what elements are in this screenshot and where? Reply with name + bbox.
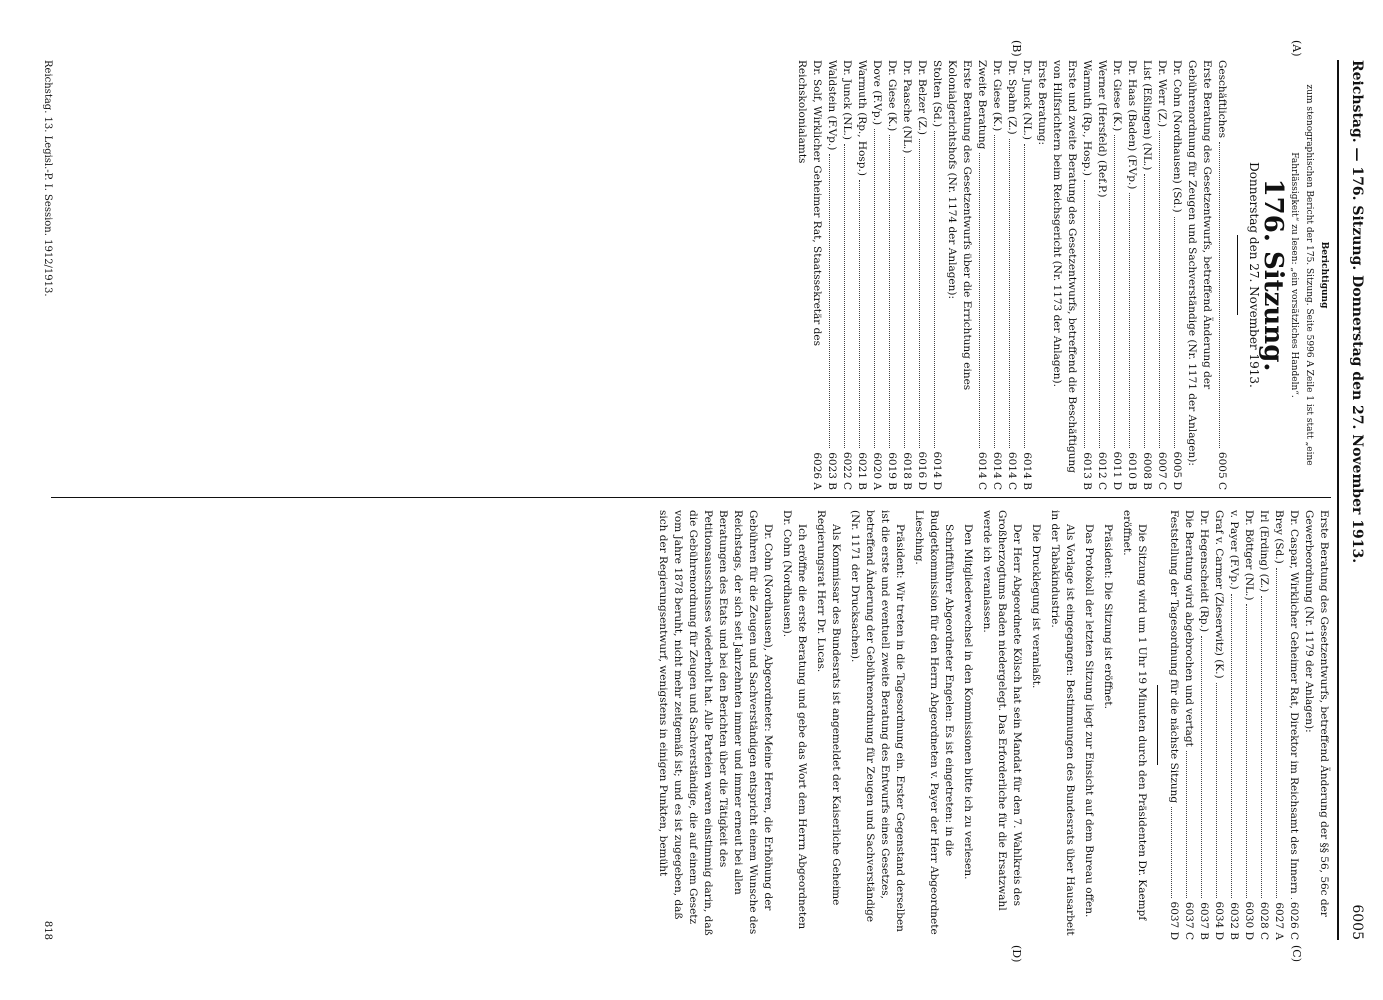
toc-leader bbox=[1171, 807, 1181, 897]
toc-row bbox=[1169, 60, 1184, 490]
toc-row bbox=[1034, 60, 1049, 490]
toc-leader bbox=[1024, 144, 1034, 448]
toc-row bbox=[989, 60, 1004, 490]
toc-label: Dr. Paasche (NL.) bbox=[901, 60, 913, 154]
toc-leader bbox=[1174, 217, 1184, 448]
toc-leader bbox=[889, 135, 899, 448]
toc-label: Erste Beratung des Gesetzentwurfs, betreffend Änderung der §§ 56, 56c der Gewerbeordnung (Nr. 1179 der Anlagen): bbox=[1303, 510, 1330, 917]
toc-page-ref: 6007 C bbox=[1156, 451, 1168, 490]
toc-row bbox=[974, 60, 989, 490]
toc-leader bbox=[844, 144, 854, 448]
toc-label: Dr. Giese (K.) bbox=[991, 60, 1003, 132]
toc-leader bbox=[1216, 683, 1226, 898]
toc-label: Dr. Werr (Z.) bbox=[1156, 60, 1168, 128]
body-paragraph: Dr. Cohn (Nordhausen), Abgeordneter: Meine Herren, die Erhöhung der Gebühren für die Zeugen und Sachverständigen entspricht einem Wunsche des Reichstags, der sich seit Jahrzehnten immer und immer erneut bei allen Beratungen des Etats und bei den Berichten über die Tätigkeit des Petitionsausschusses wiederholt hat. Alle Parteien waren einstimmig darin, daß die Gebührenordnung für Zeugen und Sachverständige, die auf einem Gesetz vom Jahre 1878 beruht, nicht mehr zeitgemäß ist; und es ist zugegeben, daß sich der Regierungsentwurf, wenigstens in einigen Punkten, bemüht bbox=[657, 510, 774, 936]
toc-label: Feststellung der Tagesordnung für die nächste Sitzung bbox=[1168, 510, 1180, 804]
toc-row bbox=[1094, 60, 1109, 490]
toc-label: Dr. Giese (K.) bbox=[886, 60, 898, 132]
toc-row bbox=[839, 60, 854, 490]
column-left bbox=[794, 60, 1331, 490]
toc-row bbox=[884, 60, 899, 490]
margin-mark-a: (A) bbox=[1290, 40, 1303, 57]
toc-leader bbox=[859, 180, 869, 448]
toc-leader bbox=[1246, 604, 1256, 897]
title-rule bbox=[1237, 235, 1238, 315]
toc-row bbox=[1271, 510, 1286, 940]
toc-label: Erste Beratung: bbox=[1036, 60, 1048, 146]
column-right bbox=[651, 510, 1331, 940]
toc-page-ref: 6023 B bbox=[826, 452, 838, 490]
toc-row bbox=[1019, 60, 1034, 490]
toc-leader bbox=[1114, 135, 1124, 447]
toc-label: Warmuth (Rp., Hosp.) bbox=[856, 60, 868, 176]
toc-label: Graf v. Carmer (Zieserwitz) (K.) bbox=[1213, 510, 1225, 679]
toc-page-ref: 6037 B bbox=[1198, 902, 1210, 940]
toc-row bbox=[1139, 60, 1154, 490]
toc-label: Erste Beratung des Gesetzentwurfs über die Errichtung eines Kolonialgerichtshofs (Nr. 1174 der Anlagen): bbox=[946, 60, 973, 391]
toc-page-ref: 6014 C bbox=[1006, 451, 1018, 490]
toc-row bbox=[1184, 60, 1214, 490]
toc-row bbox=[1226, 510, 1241, 940]
toc-label: Irl (Erding) (Z.) bbox=[1258, 510, 1270, 593]
body-paragraph: Schriftführer Abgeordneter Engelen: Es ist eingetreten: in die Budgetkommission für den Herrn Abgeordneten v. Payer der Herr Abgeordnete Liesching. bbox=[913, 510, 955, 935]
body-paragraph: Das Protokoll der letzten Sitzung liegt zur Einsicht auf dem Bureau offen. bbox=[1083, 524, 1095, 918]
toc-leader bbox=[874, 129, 884, 448]
toc-label: Die Beratung wird abgebrochen und vertagt bbox=[1183, 510, 1195, 747]
toc-leader bbox=[1099, 201, 1109, 447]
toc-row bbox=[1256, 510, 1271, 940]
toc-label: Dr. Junck (NL.) bbox=[1021, 60, 1033, 140]
toc-page-ref: 6014 D bbox=[931, 451, 943, 490]
body-paragraph: Die Sitzung wird um 1 Uhr 19 Minuten durch den Präsidenten Dr. Kaempf eröffnet. bbox=[1121, 510, 1148, 921]
toc-leader bbox=[919, 139, 929, 448]
body-paragraph: Präsident: Die Sitzung ist eröffnet. bbox=[1102, 524, 1114, 709]
session-date: Donnerstag den 27. November 1913. bbox=[1247, 162, 1261, 388]
toc-row bbox=[1181, 510, 1196, 940]
toc-page-ref: 6018 B bbox=[901, 452, 913, 490]
margin-mark-d: (D) bbox=[1010, 945, 1023, 963]
toc-page-ref: 6028 C bbox=[1258, 901, 1270, 940]
toc-label: Stolten (Sd.) bbox=[931, 60, 943, 128]
toc-leader bbox=[1084, 180, 1094, 448]
toc-label: Dr. Belzer (Z.) bbox=[916, 60, 928, 135]
toc-page-ref: 6027 A bbox=[1273, 902, 1285, 940]
margin-mark-c: (C) bbox=[1290, 945, 1303, 962]
page-number: 6005 bbox=[1349, 904, 1365, 940]
page-footer bbox=[42, 60, 53, 940]
toc-label: Dr. Caspar, Wirklicher Geheimer Rat, Direktor im Reichsamt des Innern bbox=[1288, 510, 1300, 894]
toc-label: Waldstein (F.Vp.) bbox=[826, 60, 838, 151]
toc-page-ref: 6016 D bbox=[916, 451, 928, 490]
toc-leader bbox=[1186, 751, 1196, 898]
toc-page-ref: 6008 B bbox=[1141, 452, 1153, 490]
toc-label: Dr. Haas (Baden) (F.Vp.) bbox=[1126, 60, 1138, 190]
toc-row bbox=[1166, 510, 1181, 940]
footer-legislature: Reichstag. 13. Legisl.-P. I. Session. 1912/1913. bbox=[42, 60, 53, 297]
toc-row bbox=[1079, 60, 1094, 490]
body-paragraph: Der Herr Abgeordnete Kölsch hat sein Mandat für den 7. Wahlkreis des Großherzogtums Baden niedergelegt. Das Erforderliche für die Ersatzwahl werde ich veranlassen. bbox=[981, 510, 1023, 911]
toc-row bbox=[1301, 510, 1331, 940]
toc-page-ref: 6030 D bbox=[1243, 901, 1255, 940]
toc-leader bbox=[1009, 139, 1019, 448]
toc-row bbox=[1049, 60, 1079, 490]
toc-row bbox=[1154, 60, 1169, 490]
toc-label: Dr. Junck (NL.) bbox=[841, 60, 853, 140]
toc-label: Warmuth (Rp., Hosp.) bbox=[1081, 60, 1093, 176]
toc-leader bbox=[934, 131, 944, 447]
toc-row bbox=[1211, 510, 1226, 940]
toc-page-ref: 6013 B bbox=[1081, 452, 1093, 490]
toc-page-ref: 6032 B bbox=[1228, 902, 1240, 940]
toc-page-ref: 6014 B bbox=[1021, 452, 1033, 490]
toc-leader bbox=[1159, 131, 1169, 448]
toc-leader bbox=[904, 157, 914, 448]
toc-row bbox=[914, 60, 929, 490]
toc-row bbox=[869, 60, 884, 490]
page-header bbox=[1337, 60, 1365, 940]
body-paragraph: Präsident: Wir treten in die Tagesordnung ein. Erster Gegenstand derselben ist die erste und eventuell zweite Beratung des Entwurfs eines Gesetzes, betreffend Änderung der Gebührenordnung für Zeugen und Sachverständige (Nr. 1171 der Drucksachen). bbox=[849, 510, 906, 932]
column-divider bbox=[51, 497, 1331, 498]
toc-page-ref: 6005 C bbox=[1216, 451, 1228, 490]
toc-row bbox=[824, 60, 839, 490]
toc-row bbox=[794, 60, 824, 490]
body-paragraph: Die Drucklegung ist veranlaßt. bbox=[1030, 524, 1042, 689]
toc-row bbox=[1214, 60, 1229, 490]
toc-leader bbox=[1231, 594, 1241, 899]
toc-label: Dr. Cohn (Nordhausen) (Sd.) bbox=[1171, 60, 1183, 213]
header-rule bbox=[1337, 60, 1339, 940]
toc-label: Erste und zweite Beratung des Gesetzentwurfs, betreffend die Beschäftigung von Hilfsrichtern beim Reichsgericht (Nr. 1173 der Anlagen). bbox=[1051, 60, 1078, 474]
toc-leader bbox=[829, 154, 839, 448]
toc-row bbox=[944, 60, 974, 490]
toc-label: Dr. Hegenscheidt (Rp.) bbox=[1198, 510, 1210, 633]
toc-leader bbox=[1201, 636, 1211, 898]
toc-label: Dove (F.Vp.) bbox=[871, 60, 883, 126]
margin-mark-b: (B) bbox=[1010, 40, 1023, 57]
toc-page-ref: 6011 D bbox=[1111, 451, 1123, 490]
toc-page-ref: 6037 C bbox=[1183, 901, 1195, 940]
correction-title: Berichtigung bbox=[1319, 241, 1329, 309]
toc-page-ref: 6014 C bbox=[991, 451, 1003, 490]
toc-page-ref: 6037 D bbox=[1168, 901, 1180, 940]
toc-label: Geschäftliches bbox=[1216, 60, 1228, 138]
header-title: Reichstag. — 176. Sitzung. Donnerstag den 27. November 1913. bbox=[1349, 60, 1365, 564]
toc-label: Zweite Beratung bbox=[976, 60, 988, 150]
toc-row bbox=[1196, 510, 1211, 940]
toc-label: Erste Beratung des Gesetzentwurfs, betreffend Änderung der Gebührenordnung für Zeugen und Sachverständige (Nr. 1171 der Anlagen): bbox=[1186, 60, 1213, 466]
toc-label: Werner (Hersfeld) (Ref.P.) bbox=[1096, 60, 1108, 198]
toc-row bbox=[1004, 60, 1019, 490]
toc-page-ref: 6026 C bbox=[1288, 901, 1300, 940]
toc-row bbox=[899, 60, 914, 490]
toc-page-ref: 6034 D bbox=[1213, 901, 1225, 940]
toc-row bbox=[854, 60, 869, 490]
toc-row bbox=[1286, 510, 1301, 940]
toc-leader bbox=[979, 153, 989, 448]
toc-leader bbox=[1219, 142, 1229, 448]
body-paragraph: Ich eröffne die erste Beratung und gebe das Wort dem Herrn Abgeordneten Dr. Cohn (Nordhausen). bbox=[781, 510, 808, 930]
section-rule bbox=[1157, 685, 1158, 765]
correction-text: zum stenographischen Bericht der 175. Sitzung. Seite 5996 A Zeile 1 ist statt „eine Fahrlässigkeit“ zu lesen: „ein vorsätzliches Handeln“. bbox=[1289, 84, 1314, 466]
toc-label: Dr. Solf, Wirklicher Geheimer Rat, Staatssekretär des Reichskolonialamts bbox=[796, 60, 823, 346]
toc-row bbox=[1241, 510, 1256, 940]
toc-label: Brey (Sd.) bbox=[1273, 510, 1285, 564]
toc-leader bbox=[1276, 568, 1286, 899]
toc-page-ref: 6021 B bbox=[856, 452, 868, 490]
toc-page-ref: 6022 C bbox=[841, 451, 853, 490]
toc-leader bbox=[994, 135, 1004, 448]
toc-label: Dr. Böttger (NL.) bbox=[1243, 510, 1255, 601]
toc-label: Dr. Giese (K.) bbox=[1111, 60, 1123, 132]
toc-row bbox=[1124, 60, 1139, 490]
toc-row bbox=[1109, 60, 1124, 490]
footer-sheet-number: 818 bbox=[42, 920, 53, 940]
toc-row bbox=[929, 60, 944, 490]
session-title: 176. Sitzung. bbox=[1258, 178, 1288, 372]
toc-leader bbox=[1144, 174, 1154, 448]
toc-label: v. Payer (F.Vp.) bbox=[1228, 510, 1240, 590]
body-paragraph: Als Kommissar des Bundesrats ist angemeldet der Kaiserliche Geheime Regierungsrat Herr Dr. Lucas. bbox=[815, 510, 842, 906]
toc-page-ref: 6005 D bbox=[1171, 451, 1183, 490]
toc-leader bbox=[1129, 193, 1139, 448]
toc-page-ref: 6020 A bbox=[871, 452, 883, 490]
toc-page-ref: 6019 B bbox=[886, 452, 898, 490]
body-paragraph: Als Vorlage ist eingegangen: Bestimmungen des Bundesrats über Hausarbeit in der Tabakindustrie. bbox=[1049, 510, 1076, 936]
toc-label: List (Eßlingen) (NL.) bbox=[1141, 60, 1153, 171]
toc-leader bbox=[1261, 596, 1271, 898]
toc-page-ref: 6026 A bbox=[811, 452, 823, 490]
toc-page-ref: 6014 C bbox=[976, 451, 988, 490]
body-paragraph: Den Mitgliederwechsel in den Kommissionen bitte ich zu verlesen. bbox=[962, 524, 974, 880]
toc-page-ref: 6012 C bbox=[1096, 451, 1108, 490]
toc-page-ref: 6010 B bbox=[1126, 452, 1138, 490]
toc-label: Dr. Spahn (Z.) bbox=[1006, 60, 1018, 135]
